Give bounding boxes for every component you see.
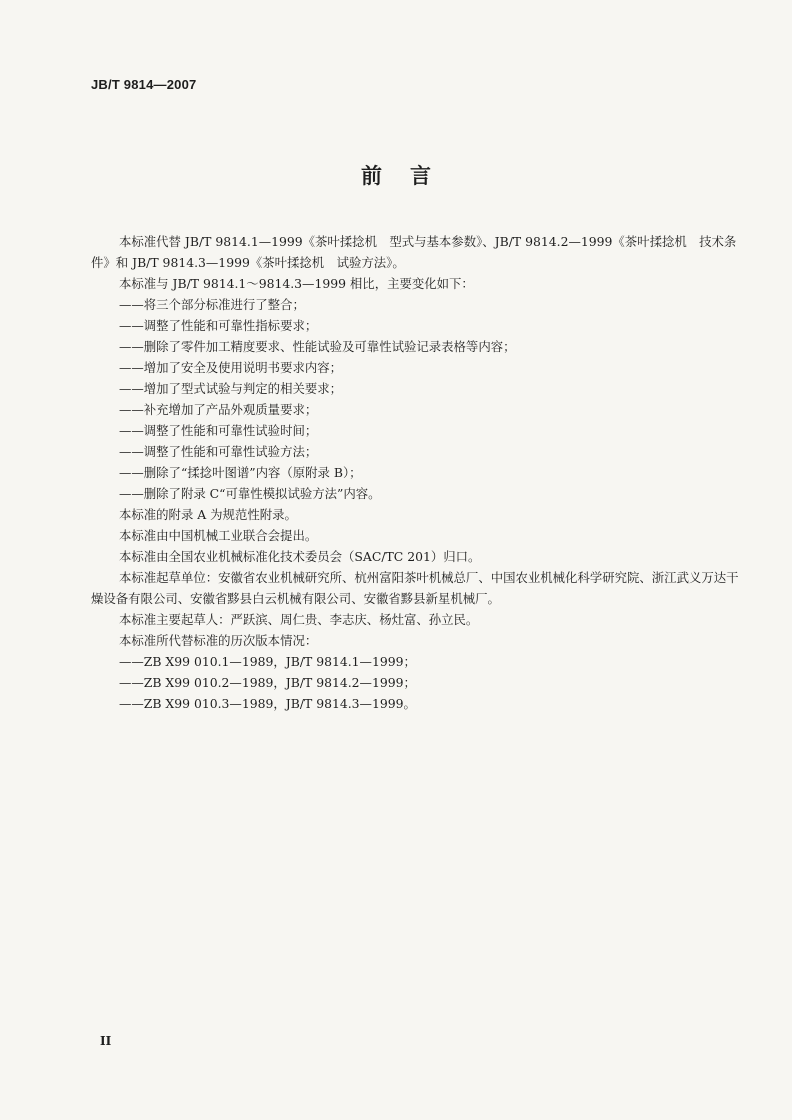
history-intro: 本标准所代替标准的历次版本情况： [119,633,318,648]
list-item: ——调整了性能和可靠性试验方法； [119,444,318,459]
page-title: 前言 [361,163,459,188]
drafters: 本标准主要起草人：严跃滨、周仁贵、李志庆、杨灶富、孙立民。 [119,612,479,627]
replacement-paragraph: 本标准代替 JB/T 9814.1—1999《茶叶揉捻机 型式与基本参数》、JB/T 9814.2—1999《茶叶揉捻机 技术条件》和 JB/T 9814.3—1999《茶叶揉捻机 试验方法》。 [91,234,737,270]
list-item: ——删除了附录 C“可靠性模拟试验方法”内容。 [119,486,381,501]
list-item: ——ZB X99 010.3—1989，JB/T 9814.3—1999。 [119,696,416,711]
changes-intro: 本标准与 JB/T 9814.1～9814.3—1999 相比，主要变化如下： [119,276,474,291]
list-item: ——将三个部分标准进行了整合； [119,297,305,312]
list-item: ——ZB X99 010.1—1989，JB/T 9814.1—1999； [119,654,416,669]
list-item: ——调整了性能和可靠性指标要求； [119,318,318,333]
history-list [91,651,743,714]
drafting-units: 本标准起草单位：安徽省农业机械研究所、杭州富阳茶叶机械总厂、中国农业机械化科学研究院、浙江武义万达干燥设备有限公司、安徽省黟县白云机械有限公司、安徽省黟县新星机械厂。 [91,570,739,606]
list-item: ——调整了性能和可靠性试验时间； [119,423,318,438]
changes-list [91,294,743,504]
standard-number: JB/T 9814—2007 [91,77,197,92]
page-number: II [100,1034,112,1048]
proposer-note: 本标准由中国机械工业联合会提出。 [119,528,318,543]
list-item: ——增加了型式试验与判定的相关要求； [119,381,343,396]
foreword-body [91,231,743,714]
appendix-note: 本标准的附录 A 为规范性附录。 [119,507,297,522]
list-item: ——ZB X99 010.2—1989，JB/T 9814.2—1999； [119,675,416,690]
list-item: ——补充增加了产品外观质量要求； [119,402,318,417]
list-item: ——删除了零件加工精度要求、性能试验及可靠性试验记录表格等内容； [119,339,516,354]
list-item: ——删除了“揉捻叶图谱”内容（原附录 B）； [119,465,362,480]
list-item: ——增加了安全及使用说明书要求内容； [119,360,343,375]
committee-note: 本标准由全国农业机械标准化技术委员会（SAC/TC 201）归口。 [119,549,481,564]
